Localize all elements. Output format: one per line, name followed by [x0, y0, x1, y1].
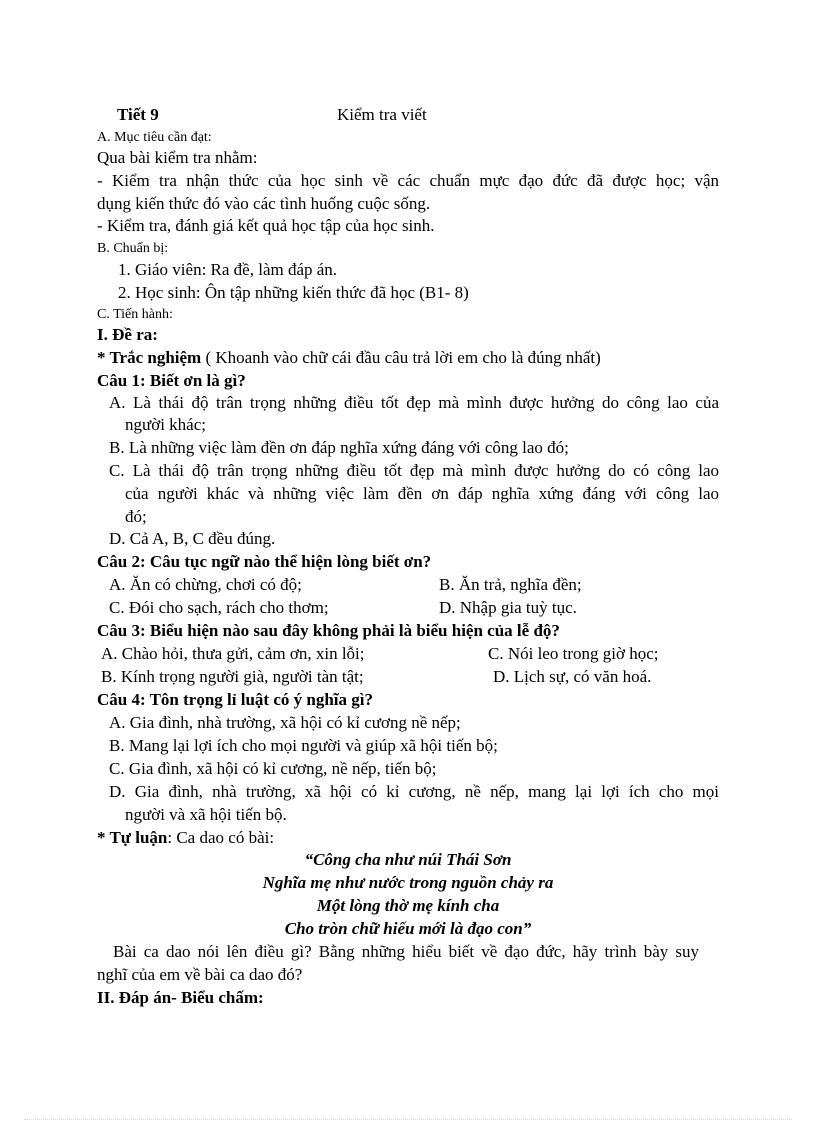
q1-option-c-line1: C. Là thái độ trân trọng những điều tốt đẹp mà mình được hưởng do có công lao [109, 461, 719, 480]
section-a-item2: - Kiểm tra, đánh giá kết quả học tập của học sinh. [97, 216, 435, 235]
multiple-choice-instruction: ( Khoanh vào chữ cái đầu câu trả lời em cho là đúng nhất) [201, 348, 601, 367]
q1-option-c-line3: đó; [125, 507, 147, 526]
q2-option-c: C. Đói cho sạch, rách cho thơm; [109, 598, 329, 617]
section-a-item1-line1: - Kiểm tra nhận thức của học sinh về các chuẩn mực đạo đức đã được học; vận [97, 171, 719, 190]
q4-option-d-line2: người và xã hội tiến bộ. [125, 805, 287, 824]
q4-option-d-line1: D. Gia đình, nhà trường, xã hội có kỉ cương, nề nếp, mang lại lợi ích cho mọi [109, 782, 719, 801]
poem-line-4: Cho tròn chữ hiếu mới là đạo con” [284, 919, 532, 938]
q4-option-c: C. Gia đình, xã hội có kỉ cương, nề nếp, tiến bộ; [109, 759, 437, 778]
q1-option-a-line1: A. Là thái độ trân trọng những điều tốt đẹp mà mình được hưởng do công lao của [109, 393, 719, 412]
essay-question-line2: nghĩ của em về bài ca dao đó? [97, 965, 303, 984]
multiple-choice-heading [97, 347, 601, 369]
q1-option-c-line2: của người khác và những việc làm đền ơn đáp nghĩa xứng đáng với công lao [125, 484, 719, 503]
q3-question: Câu 3: Biểu hiện nào sau đây không phải là biểu hiện của lễ độ? [97, 621, 560, 640]
section-b-item2: 2. Học sinh: Ôn tập những kiến thức đã học (B1- 8) [118, 283, 469, 302]
q4-option-a: A. Gia đình, nhà trường, xã hội có kỉ cương nề nếp; [109, 713, 461, 732]
poem-line-1: “Công cha như núi Thái Sơn [304, 850, 512, 869]
q2-option-a: A. Ăn có chừng, chơi có độ; [109, 575, 302, 594]
q2-question: Câu 2: Câu tục ngữ nào thể hiện lòng biết ơn? [97, 552, 432, 571]
essay-label: * Tự luận [97, 828, 168, 847]
q1-question: Câu 1: Biết ơn là gì? [97, 371, 246, 390]
page-bottom-divider [24, 1119, 792, 1120]
q2-option-d: D. Nhập gia tuỳ tục. [439, 598, 577, 617]
part-2-heading: II. Đáp án- Biểu chấm: [97, 988, 264, 1007]
q3-option-d: D. Lịch sự, có văn hoá. [493, 667, 652, 686]
section-b-heading: B. Chuẩn bị: [97, 241, 169, 256]
multiple-choice-label: * Trắc nghiệm [97, 348, 202, 367]
q1-option-d: D. Cả A, B, C đều đúng. [109, 529, 276, 548]
q3-option-b: B. Kính trọng người già, người tàn tật; [101, 667, 364, 686]
section-a-intro: Qua bài kiểm tra nhằm: [97, 148, 258, 167]
essay-intro: : Ca dao có bài: [167, 828, 275, 847]
poem-line-3: Một lòng thờ mẹ kính cha [316, 896, 500, 915]
q4-question: Câu 4: Tôn trọng lỉ luật có ý nghĩa gì? [97, 690, 373, 709]
page-title: Kiểm tra viết [337, 105, 427, 124]
poem-line-2: Nghĩa mẹ như nước trong nguồn chảy ra [262, 873, 554, 892]
q3-option-c: C. Nói leo trong giờ học; [488, 644, 659, 663]
q3-option-a: A. Chào hỏi, thưa gửi, cảm ơn, xin lỗi; [101, 644, 365, 663]
part-1-heading: I. Đề ra: [97, 325, 158, 344]
q4-option-b: B. Mang lại lợi ích cho mọi người và giúp xã hội tiến bộ; [109, 736, 498, 755]
section-a-item1-line2: dụng kiến thức đó vào các tình huống cuộc sống. [97, 194, 431, 213]
q2-option-b: B. Ăn trả, nghĩa đền; [439, 575, 582, 594]
q1-option-a-line2: người khác; [125, 415, 206, 434]
q1-option-b: B. Là những việc làm đền ơn đáp nghĩa xứng đáng với công lao đó; [109, 438, 569, 457]
section-a-heading: A. Mục tiêu cần đạt: [97, 130, 212, 145]
section-b-item1: 1. Giáo viên: Ra đề, làm đáp án. [118, 260, 338, 279]
lesson-number: Tiết 9 [117, 105, 159, 124]
essay-heading [97, 827, 274, 849]
essay-question-line1: Bài ca dao nói lên điều gì? Bằng những hiểu biết về đạo đức, hãy trình bày suy [113, 942, 699, 961]
section-c-heading: C. Tiến hành: [97, 307, 173, 322]
